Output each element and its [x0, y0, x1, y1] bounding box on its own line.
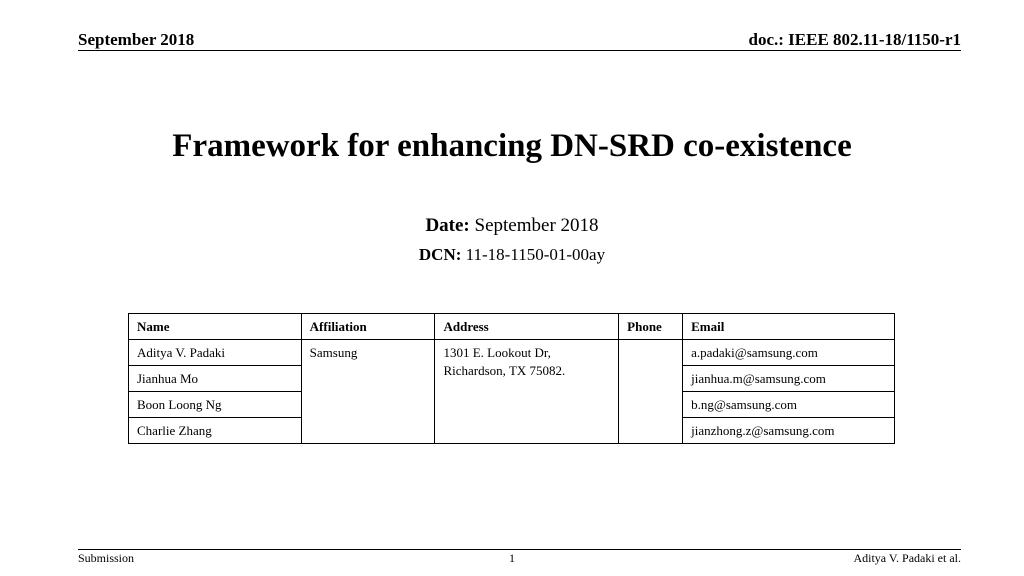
dcn-label: DCN: — [418, 245, 462, 264]
author-name: Aditya V. Padaki — [129, 340, 302, 366]
slide-title: Framework for enhancing DN-SRD co-existence — [172, 128, 852, 164]
author-email: a.padaki@samsung.com — [683, 340, 895, 366]
table-header-row — [129, 314, 895, 340]
author-affiliation: Samsung — [301, 340, 435, 444]
column-header-phone: Phone — [619, 314, 683, 340]
column-header-email: Email — [683, 314, 895, 340]
footer-divider — [78, 549, 961, 550]
header-date: September 2018 — [78, 30, 195, 49]
authors-table — [128, 313, 895, 444]
author-email: jianzhong.z@samsung.com — [683, 418, 895, 444]
address-line-2: Richardson, TX 75082. — [443, 363, 566, 378]
column-header-affiliation: Affiliation — [301, 314, 435, 340]
footer-authors: Aditya V. Padaki et al. — [853, 551, 961, 565]
author-email: b.ng@samsung.com — [683, 392, 895, 418]
address-line-1: 1301 E. Lookout Dr, — [443, 345, 551, 360]
header-divider — [78, 50, 961, 51]
dcn-line — [0, 245, 1024, 265]
table-row — [129, 340, 895, 366]
author-address — [435, 340, 619, 444]
footer-page-number: 1 — [509, 551, 515, 565]
author-name: Boon Loong Ng — [129, 392, 302, 418]
author-email: jianhua.m@samsung.com — [683, 366, 895, 392]
date-label: Date: — [425, 215, 470, 236]
dcn-value: 11-18-1150-01-00ay — [465, 245, 606, 264]
author-name: Jianhua Mo — [129, 366, 302, 392]
author-phone — [619, 340, 683, 444]
header-doc-id: doc.: IEEE 802.11-18/1150-r1 — [748, 30, 961, 49]
date-value: September 2018 — [474, 215, 599, 236]
column-header-name: Name — [129, 314, 302, 340]
column-header-address: Address — [435, 314, 619, 340]
author-name: Charlie Zhang — [129, 418, 302, 444]
date-line — [0, 215, 1024, 237]
footer-submission: Submission — [78, 551, 135, 565]
